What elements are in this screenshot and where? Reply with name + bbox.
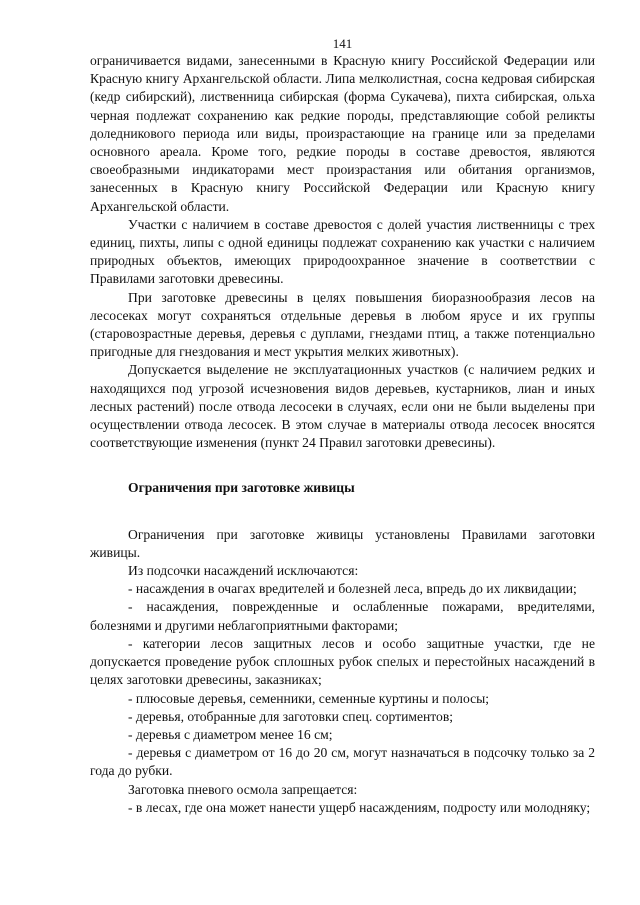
document-page [90, 36, 595, 817]
section-heading: Ограничения при заготовке живицы [128, 480, 355, 496]
body-paragraph: При заготовке древесины в целях повышения биоразнообразия лесов на лесосеках могут сохраняться отдельные деревья в любом ярусе и их группы (старовозрастные деревья, деревья с дуплами, гнездами птиц, а также потенциально пригодные для гнездования и мест укрытия мелких животных). [90, 289, 595, 360]
list-item: - плюсовые деревья, семенники, семенные куртины и полосы; [128, 690, 490, 706]
body-paragraph: Допускается выделение не эксплуатационных участков (с наличием редких и находящихся под угрозой исчезновения видов деревьев, кустарников, лиан и иных лесных растений) после отвода лесосеки в случаях, если они не были выделены при осуществлении отвода лесосек. В этом случае в материалы отвода лесосек вносятся соответствующие изменения (пункт 24 Правил заготовки древесины). [90, 362, 595, 451]
body-paragraph: Ограничения при заготовке живицы установлены Правилами заготовки живицы. [90, 526, 595, 560]
list-item: - в лесах, где она может нанести ущерб насаждениям, подросту или молодняку; [128, 799, 591, 815]
list-item: - насаждения, поврежденные и ослабленные пожарами, вредителями, болезнями и другими неблагоприятными факторами; [90, 599, 595, 633]
list-item: - категории лесов защитных лесов и особо защитные участки, где не допускается проведение рубок сплошных рубок спелых и перестойных насаждений в целях заготовки древесины, заказниках; [90, 635, 595, 688]
page-number: 141 [332, 36, 353, 51]
list-item: - деревья с диаметром от 16 до 20 см, могут назначаться в подсочку только за 2 года до рубки. [90, 745, 595, 779]
list-item: - насаждения в очагах вредителей и болезней леса, впредь до их ликвидации; [128, 581, 577, 597]
list-item: - деревья, отобранные для заготовки спец. сортиментов; [128, 708, 454, 724]
body-paragraph: ограничивается видами, занесенными в Красную книгу Российской Федерации или Красную книгу Архангельской области. Липа мелколистная, сосна кедровая сибирская (кедр сибирский), лиственница сибирская (форма Сукачева), пихта сибирская, ольха черная подлежат сохранению как редкие породы, представляющие собой реликты доледникового периода или виды, произрастающие на границе или за пределами основного ареала. Кроме того, редкие породы в составе древостоя, являются своеобразными индикаторами мест произрастания или обитания организмов, занесенных в Красную книгу Российской Федерации или Красную книгу Архангельской области. [90, 53, 595, 214]
list-item: - деревья с диаметром менее 16 см; [128, 726, 333, 742]
body-paragraph: Заготовка пневого осмола запрещается: [128, 781, 358, 797]
body-paragraph: Участки с наличием в составе древостоя с долей участия лиственницы с трех единиц, пихты, липы с одной единицы подлежат сохранению как участки с наличием природных объектов, имеющих природоохранное значение в соответствии с Правилами заготовки древесины. [90, 216, 595, 287]
body-paragraph: Из подсочки насаждений исключаются: [128, 563, 359, 579]
